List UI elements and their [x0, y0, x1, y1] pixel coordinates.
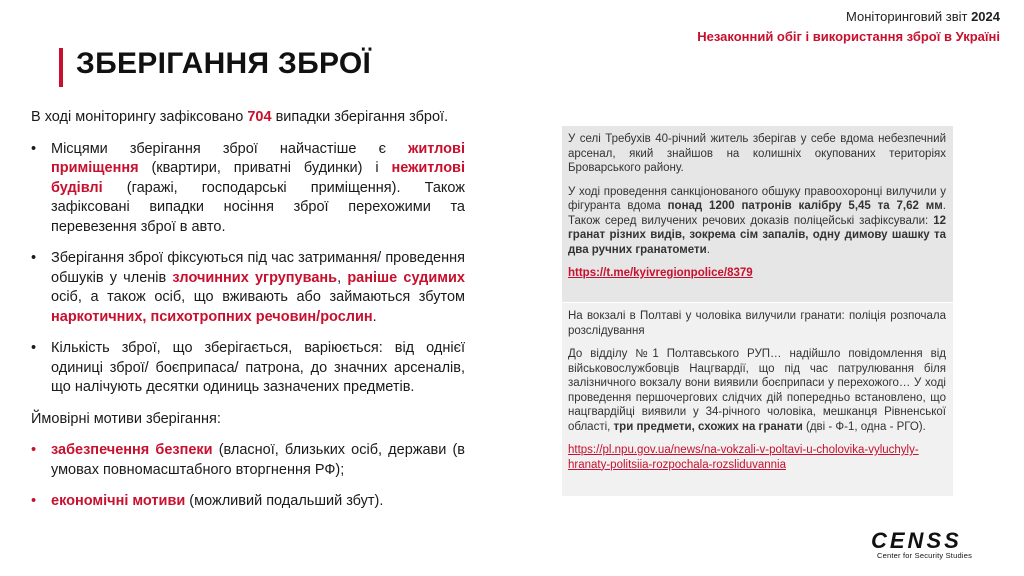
text: (квартири, приватні будинки) і	[138, 160, 392, 176]
intro-text: В ході моніторингу зафіксовано	[31, 109, 248, 125]
case-box-trebukhiv	[562, 126, 953, 302]
censs-logo	[871, 528, 991, 560]
report-subtitle: Незаконний обіг і використання зброї в Україні	[697, 29, 1000, 44]
main-text	[31, 108, 465, 524]
bullet-icon: •	[31, 140, 37, 157]
case-lead: На вокзалі в Полтаві у чоловіка вилучили гранати: поліція розпочала розслідування	[568, 310, 946, 337]
bullet-icon: •	[31, 250, 37, 266]
case-body	[568, 185, 946, 258]
bullet-icon: •	[31, 442, 37, 458]
title-accent-bar	[59, 48, 63, 87]
text: ,	[337, 269, 348, 286]
highlight: понад 1200 патронів калібру 5,45 та 7,62 мм	[667, 200, 943, 212]
report-year: 2024	[971, 9, 1000, 24]
highlight: три предмети, схожих на гранати	[613, 420, 803, 433]
text: (можливий подальший збут).	[185, 493, 384, 509]
text: .	[706, 243, 710, 256]
case-count: 704	[247, 109, 272, 125]
highlight: забезпечення безпеки	[51, 442, 213, 458]
case-body	[568, 347, 946, 434]
logo-subtitle: Center for Security Studies	[877, 551, 973, 560]
page-title: ЗБЕРІГАННЯ ЗБРОЇ	[76, 47, 372, 80]
intro-text-end: випадки зберігання зброї.	[271, 109, 449, 125]
bullet-icon: •	[31, 493, 37, 509]
list-item	[31, 441, 465, 480]
text: До відділу №1 Полтавського РУП… надійшло повідомлення від військовослужбовців Нацгвардії, що під час патрулювання біля залізничного вокзалу вони виявили боєприпаси у перехожого… У ході проведення першочергових слідчих дій попередньо встановлено, що нацгвардійці виявили у 34-річного чоловіка, мешканця Рівненської області,	[568, 348, 946, 433]
source-link[interactable]: https://t.me/kyivregionpolice/8379	[568, 267, 753, 279]
findings-list	[31, 140, 465, 398]
text: (гаражі, господарські приміщення). Також зафіксовані випадки носіння зброї перехожими та перевезення зброї в авто.	[51, 179, 465, 235]
list-item	[31, 249, 465, 327]
text: Місцями зберігання зброї найчастіше є	[51, 140, 409, 157]
intro-paragraph	[31, 108, 465, 128]
highlight: злочинних угрупувань	[172, 269, 338, 286]
motives-title: Ймовірні мотиви зберігання:	[31, 410, 221, 427]
highlight: житлові приміщення	[51, 140, 465, 176]
list-item	[31, 339, 465, 398]
text: Кількість зброї, що зберігається, варіюється: від однієї одиниці зброї/ боєприпаса/ патрона, до значних арсеналів, що налічують десятки одиниць зазначених предметів.	[51, 340, 465, 395]
highlight: нежитлові будівлі	[51, 160, 465, 196]
highlight: наркотичних, психотропних речовин/рослин	[51, 308, 373, 325]
text: (дві - Ф-1, одна - РГО).	[802, 420, 926, 433]
text: Зберігання зброї фіксуються під час затримання/ проведення обшуків у членів	[51, 250, 465, 286]
source-link[interactable]: https://pl.npu.gov.ua/news/na-vokzali-v-poltavi-u-cholovika-vyluchyly-hranaty-politsiia-rozpochala-rozsliduvannia	[568, 444, 919, 471]
case-lead: У селі Требухів 40-річний житель зберігав у себе вдома небезпечний арсенал, який знайшов на колишніх окупованих територіях Броварського району.	[568, 133, 946, 174]
text: У ході проведення санкціонованого обшуку правоохоронці вилучили у фігуранта вдома	[568, 185, 946, 212]
highlight: економічні мотиви	[51, 493, 186, 509]
logo-mark: CENSS	[871, 528, 962, 553]
list-item	[31, 492, 465, 512]
case-box-poltava	[562, 303, 953, 496]
report-title	[846, 9, 1000, 24]
bullet-icon: •	[31, 340, 37, 356]
text: (власної, близьких осіб, держави (в умовах повномасштабного вторгнення РФ);	[51, 442, 465, 478]
motives-list	[31, 441, 465, 512]
text: осіб, а також осіб, що вживають або займаються збутом	[51, 289, 465, 305]
report-title-text: Моніторинговий звіт	[846, 9, 972, 24]
text: . Також серед вилучених речових доказів поліцейські зафіксували:	[568, 200, 946, 227]
text: .	[372, 308, 377, 325]
highlight: раніше судимих	[347, 269, 465, 286]
highlight: 12 гранат різних видів, зокрема сім запалів, одну димову шашку та два ручних гранатомети	[568, 214, 946, 256]
list-item	[31, 140, 465, 238]
